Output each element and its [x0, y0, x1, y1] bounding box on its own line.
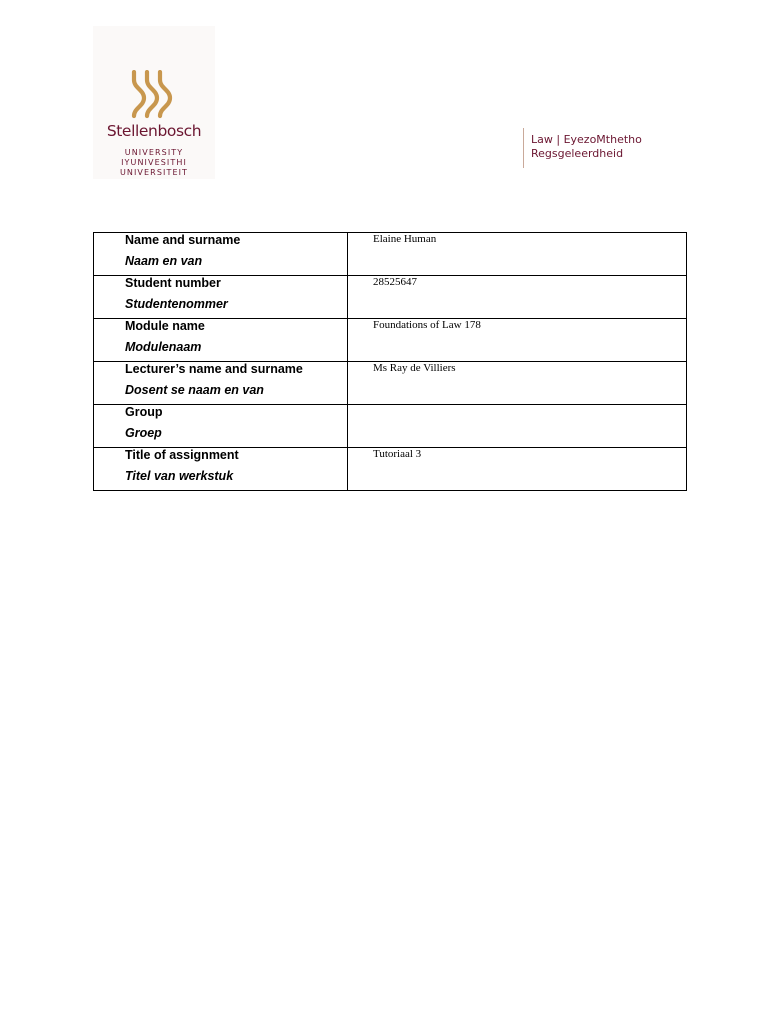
label-cell: [94, 233, 348, 276]
value-cell: [348, 405, 687, 448]
department-line-2: Regsgeleerdheid: [531, 147, 624, 160]
field-label: Title of assignment: [125, 448, 239, 462]
field-label-translation: Groep: [125, 426, 162, 440]
label-cell: [94, 448, 348, 491]
department-line-1: Law | EyezoMthetho: [531, 133, 642, 146]
value-cell: [348, 276, 687, 319]
field-label-translation: Dosent se naam en van: [125, 383, 264, 397]
logo-sub-line: UNIVERSITEIT: [119, 168, 189, 177]
stellenbosch-crest-icon: [129, 70, 179, 120]
logo-sub-line: UNIVERSITY: [124, 148, 184, 157]
field-label: Module name: [125, 319, 205, 333]
value-cell: [348, 319, 687, 362]
table-row: [94, 276, 687, 319]
field-label-translation: Naam en van: [125, 254, 203, 268]
field-value: Ms Ray de Villiers: [373, 362, 456, 374]
label-cell: [94, 362, 348, 405]
table-row: [94, 319, 687, 362]
table-row: [94, 233, 687, 276]
table-row: [94, 362, 687, 405]
label-cell: [94, 276, 348, 319]
table-row: [94, 448, 687, 491]
value-cell: [348, 362, 687, 405]
value-cell: [348, 448, 687, 491]
label-cell: [94, 319, 348, 362]
field-label: Student number: [125, 276, 221, 290]
field-label: Name and surname: [125, 233, 241, 247]
field-label: Group: [125, 405, 163, 419]
label-cell: [94, 405, 348, 448]
field-value: Tutoriaal 3: [373, 448, 422, 460]
field-label: Lecturer’s name and surname: [125, 362, 303, 376]
field-value: Foundations of Law 178: [373, 319, 481, 331]
field-label-translation: Modulenaam: [125, 340, 202, 354]
cover-table: [93, 232, 687, 491]
value-cell: [348, 233, 687, 276]
divider: [523, 128, 524, 168]
field-value: 28525647: [373, 276, 417, 288]
logo-sub-line: IYUNIVESITHI: [121, 158, 187, 167]
logo-name: Stellenbosch: [106, 122, 202, 140]
field-label-translation: Studentenommer: [125, 297, 228, 311]
university-logo: [93, 26, 215, 179]
field-value: Elaine Human: [373, 233, 437, 245]
table-row: [94, 405, 687, 448]
field-label-translation: Titel van werkstuk: [125, 469, 234, 483]
